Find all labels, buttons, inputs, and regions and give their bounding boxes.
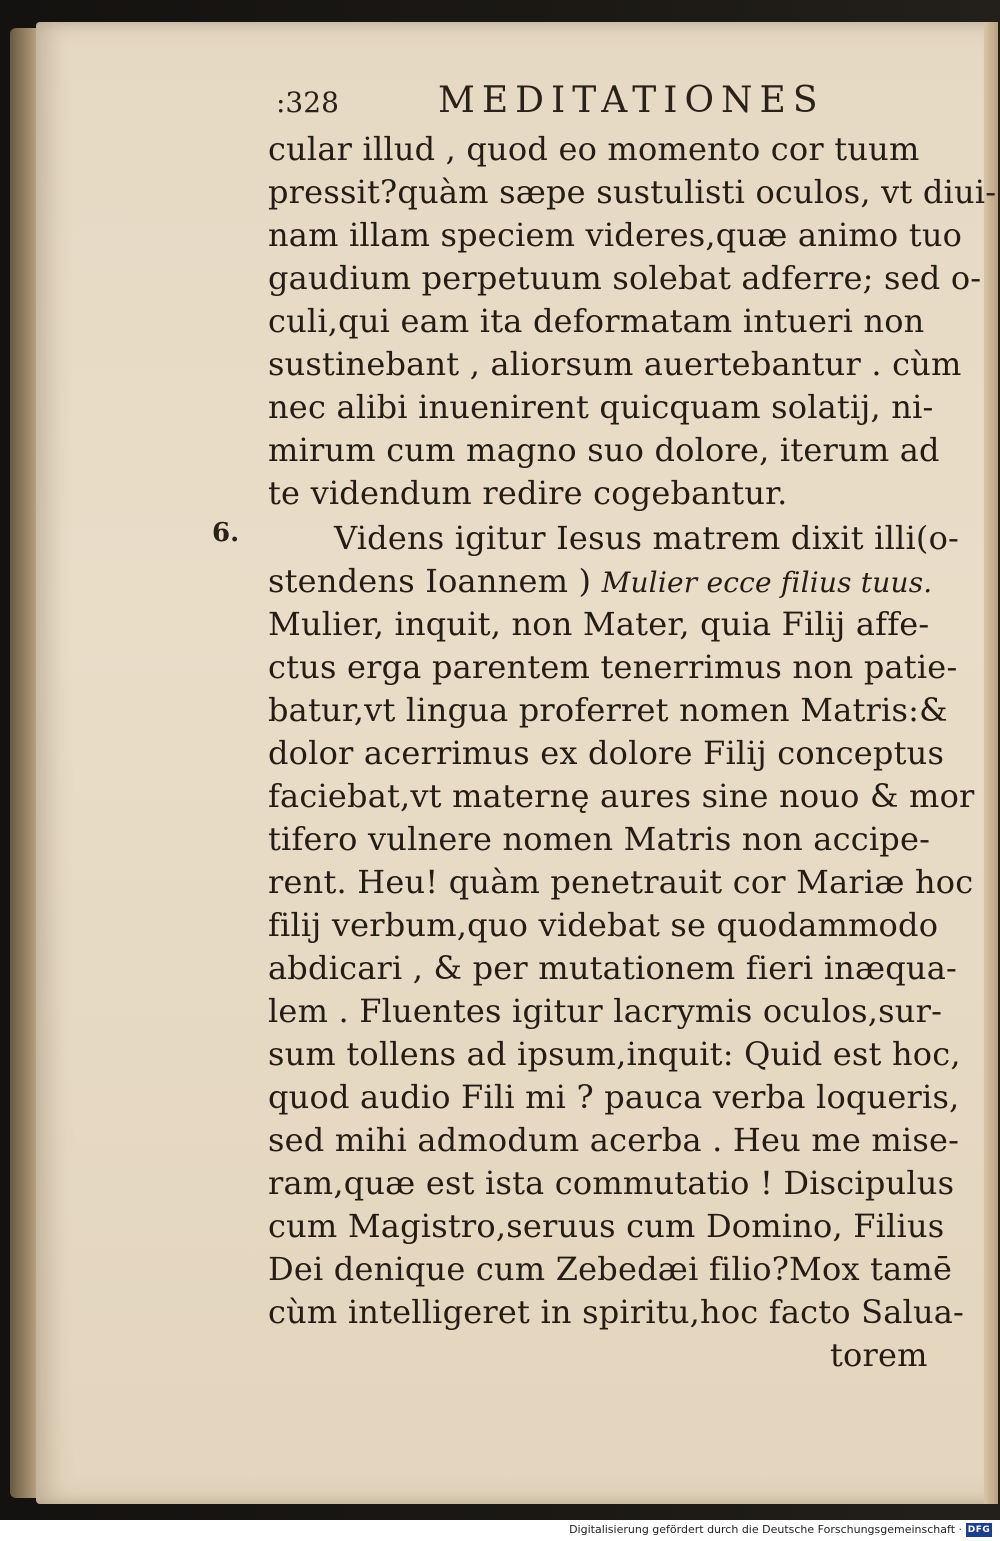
text-line: quod audio Fili mi ? pauca verba loqueris, — [268, 1078, 960, 1116]
text-line: abdicari , & per mutationem fieri inæqua- — [268, 949, 958, 987]
footer-bar — [0, 1520, 1000, 1541]
text-line: culi,qui eam ita deformatam intueri non — [268, 302, 925, 340]
text-line: sustinebant , aliorsum auertebantur . cùm — [268, 345, 962, 383]
text-line: tifero vulnere nomen Matris non accipe- — [268, 820, 931, 858]
paragraph-start-line: Videns igitur Iesus matrem dixit illi(o- — [334, 519, 960, 557]
text-line: sed mihi admodum acerba . Heu me mise- — [268, 1121, 960, 1159]
text-line — [268, 560, 932, 602]
text-segment: stendens Ioannem ) — [268, 562, 592, 600]
text-line: cum Magistro,seruus cum Domino, Filius — [268, 1207, 945, 1245]
running-title: MEDITATIONES — [438, 80, 825, 121]
text-line: rent. Heu! quàm penetrauit cor Mariæ hoc — [268, 863, 974, 901]
page-number: :328 — [276, 86, 339, 119]
text-line: mirum cum magno suo dolore, iterum ad — [268, 431, 940, 469]
text-line: filij verbum,quo videbat se quodammodo — [268, 906, 939, 944]
text-line: te videndum redire cogebantur. — [268, 474, 788, 512]
text-line: gaudium perpetuum solebat adferre; sed o- — [268, 259, 982, 297]
text-line: faciebat,vt maternę aures sine nouo & mor — [268, 777, 975, 815]
page-header — [276, 80, 976, 128]
catchword: torem — [830, 1336, 928, 1374]
text-line: lem . Fluentes igitur lacrymis oculos,sur- — [268, 992, 943, 1030]
text-line: ctus erga parentem tenerrimus non patie- — [268, 648, 958, 686]
margin-section-number: 6. — [212, 518, 240, 548]
text-line: Dei denique cum Zebedæi filio?Mox tamē — [268, 1250, 953, 1288]
text-line: dolor acerrimus ex dolore Filij conceptus — [268, 734, 945, 772]
text-line: pressit?quàm sæpe sustulisti oculos, vt diui- — [268, 173, 997, 211]
funding-credit: Digitalisierung gefördert durch die Deutsche Forschungsgemeinschaft · — [569, 1523, 962, 1536]
text-line: nam illam speciem videres,quæ animo tuo — [268, 216, 963, 254]
text-line: cular illud , quod eo momento cor tuum — [268, 130, 920, 168]
text-line: nec alibi inuenirent quicquam solatij, ni- — [268, 388, 934, 426]
text-line: Mulier, inquit, non Mater, quia Filij affe- — [268, 605, 930, 643]
text-line: batur,vt lingua proferret nomen Matris:& — [268, 691, 948, 729]
text-line: cùm intelligeret in spiritu,hoc facto Salua- — [268, 1293, 965, 1331]
page-right-edge — [984, 22, 998, 1504]
italic-quotation: Mulier ecce filius tuus. — [601, 566, 933, 599]
text-line: sum tollens ad ipsum,inquit: Quid est hoc, — [268, 1035, 961, 1073]
dfg-logo: DFG — [967, 1525, 991, 1535]
text-line: ram,quæ est ista commutatio ! Discipulus — [268, 1164, 955, 1202]
